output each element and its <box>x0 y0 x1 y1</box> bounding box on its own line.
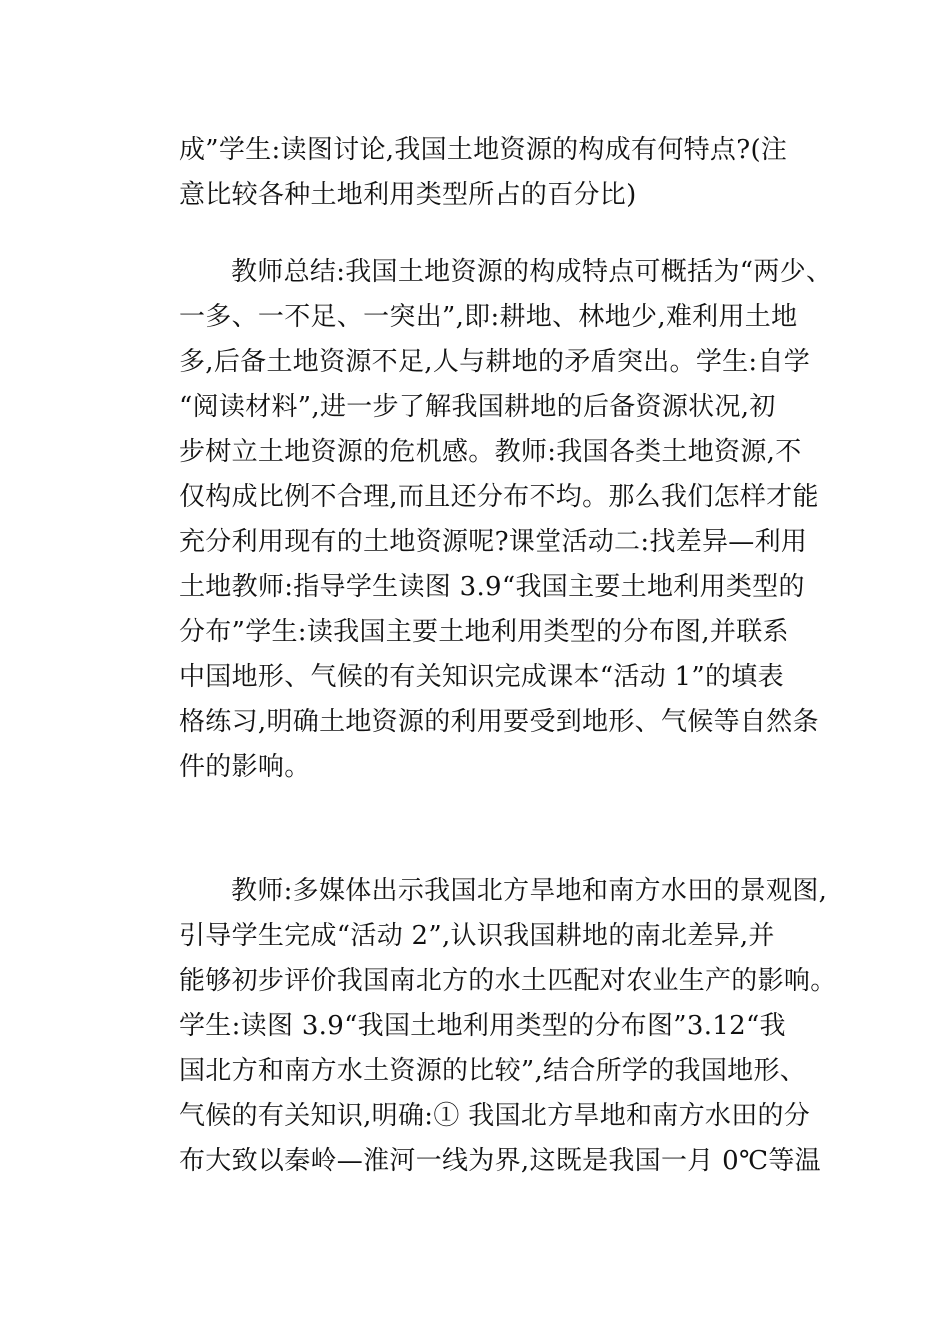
text-line: “阅读材料”,进一步了解我国耕地的后备资源状况,初 <box>179 392 776 422</box>
text-line: 件的影响。 <box>179 752 311 782</box>
text-line: 充分利用现有的土地资源呢?课堂活动二:找差异—利用 <box>179 527 808 557</box>
text-line: 仅构成比例不合理,而且还分布不均。那么我们怎样才能 <box>179 482 819 512</box>
text-line: 格练习,明确土地资源的利用要受到地形、气候等自然条 <box>179 707 819 737</box>
paragraph-2 <box>179 250 833 790</box>
text-line: 气候的有关知识,明确:① 我国北方旱地和南方水田的分 <box>179 1101 811 1131</box>
text-line: 教师:多媒体出示我国北方旱地和南方水田的景观图, <box>231 876 828 906</box>
text-line: 中国地形、气候的有关知识完成课本“活动 1”的填表 <box>179 662 784 692</box>
paragraph-3 <box>179 869 837 1184</box>
text-line: 分布”学生:读我国主要土地利用类型的分布图,并联系 <box>179 617 789 647</box>
text-line: 学生:读图 3.9“我国土地利用类型的分布图”3.12“我 <box>179 1011 786 1041</box>
text-line: 布大致以秦岭—淮河一线为界,这既是我国一月 0℃等温 <box>179 1146 821 1176</box>
text-line: 成”学生:读图讨论,我国土地资源的构成有何特点?(注 <box>179 135 788 165</box>
text-line: 教师总结:我国土地资源的构成特点可概括为“两少、 <box>231 257 833 287</box>
text-line: 国北方和南方水土资源的比较”,结合所学的我国地形、 <box>179 1056 807 1086</box>
text-line: 能够初步评价我国南北方的水土匹配对农业生产的影响。 <box>179 966 837 996</box>
text-line: 意比较各种土地利用类型所占的百分比) <box>179 180 637 210</box>
paragraph-1 <box>179 128 819 218</box>
text-line: 步树立土地资源的危机感。教师:我国各类土地资源,不 <box>179 437 802 467</box>
text-line: 多,后备土地资源不足,人与耕地的矛盾突出。学生:自学 <box>179 347 811 377</box>
text-line: 引导学生完成“活动 2”,认识我国耕地的南北差异,并 <box>179 921 775 951</box>
text-line: 一多、一不足、一突出”,即:耕地、林地少,难利用土地 <box>179 302 798 332</box>
text-line: 土地教师:指导学生读图 3.9“我国主要土地利用类型的 <box>179 572 805 602</box>
